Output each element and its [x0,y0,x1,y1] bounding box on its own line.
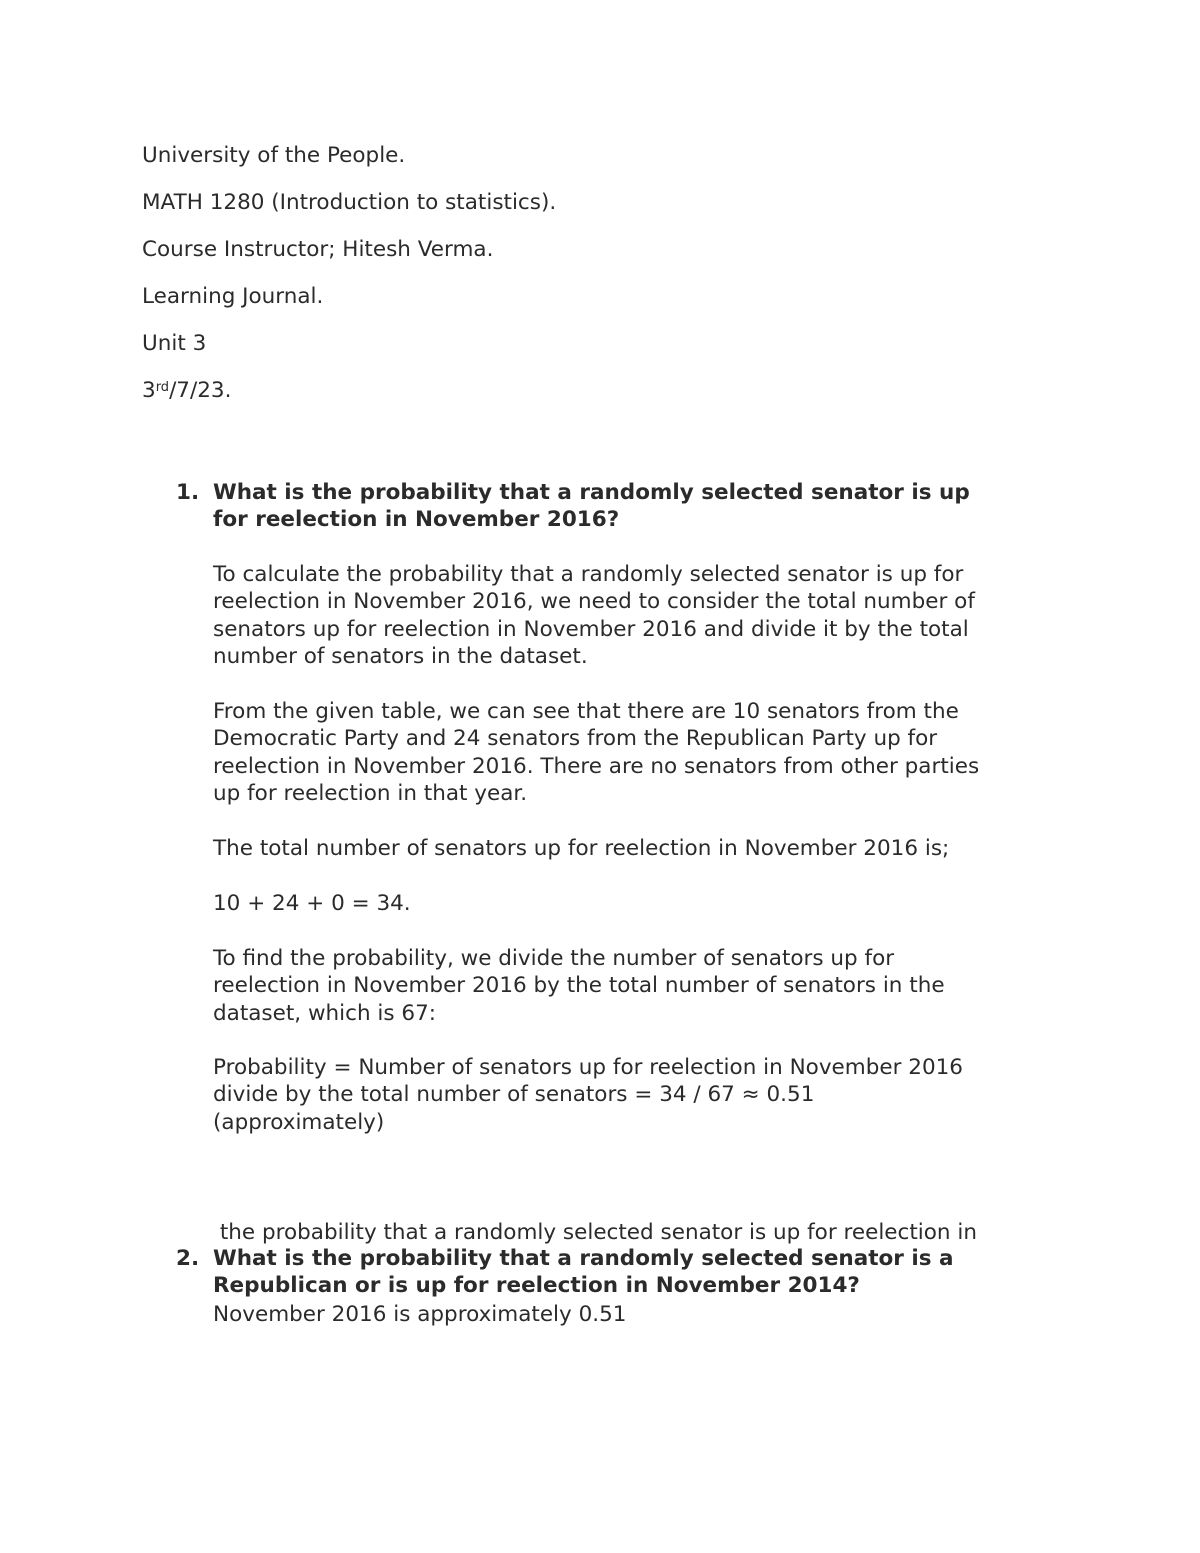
text-line: number of senators in the dataset. [213,644,588,670]
course-title: MATH 1280 (Introduction to statistics). [142,190,557,215]
answer-paragraph [213,698,1063,808]
question-line: Republican or is up for reelection in November 2014? [213,1273,860,1298]
question-line: for reelection in November 2016? [213,507,620,532]
question-text [213,1245,1063,1299]
question-number: 2. [176,1246,200,1271]
text-line: reelection in November 2016. There are no senators from other parties [213,753,980,779]
text-line: November 2016 is approximately 0.51 [213,1302,627,1328]
question-line: What is the probability that a randomly selected senator is a [213,1246,954,1271]
question-1 [176,479,1076,535]
question-number: 1. [176,480,200,505]
text-line: dataset, which is 67: [213,1000,437,1026]
answer-paragraph [213,561,1063,671]
answer-paragraph [213,945,1063,1027]
date-day: 3 [142,378,156,403]
text-line: the probability that a randomly selected senator is up for reelection in [213,1219,977,1245]
text-line: To find the probability, we divide the number of senators up for [213,946,895,971]
text-line: Democratic Party and 24 senators from the Republican Party up for [213,726,938,752]
text-line: To calculate the probability that a randomly selected senator is up for [213,562,964,587]
text-line: reelection in November 2016 by the total number of senators in the [213,973,945,999]
date-rest: /7/23. [169,378,232,403]
text-line: 10 + 24 + 0 = 34. [213,891,411,916]
text-line: senators up for reelection in November 2016 and divide it by the total [213,616,969,642]
date-suffix: rd [155,380,170,395]
text-line: divide by the total number of senators = 34 / 67 ≈ 0.51 [213,1082,815,1108]
submission-date [142,375,1042,406]
question-text [213,479,1063,533]
assignment-title: Learning Journal. [142,284,324,309]
text-line: Probability = Number of senators up for reelection in November 2016 [213,1055,963,1080]
university-name: University of the People. [142,143,406,168]
text-line: reelection in November 2016, we need to consider the total number of [213,589,975,615]
calculation-line [213,890,1063,917]
unit-label: Unit 3 [142,331,207,356]
text-line: From the given table, we can see that there are 10 senators from the [213,699,959,724]
document-header [142,140,1042,422]
text-line: The total number of senators up for reelection in November 2016 is; [213,836,950,861]
text-line: (approximately) [213,1109,385,1135]
course-instructor: Course Instructor; Hitesh Verma. [142,237,494,262]
question-line: What is the probability that a randomly selected senator is up [213,480,970,505]
answer-paragraph [213,835,1063,862]
question-2 [176,1245,1076,1301]
text-line: up for reelection in that year. [213,781,528,807]
probability-formula [213,1054,1063,1136]
